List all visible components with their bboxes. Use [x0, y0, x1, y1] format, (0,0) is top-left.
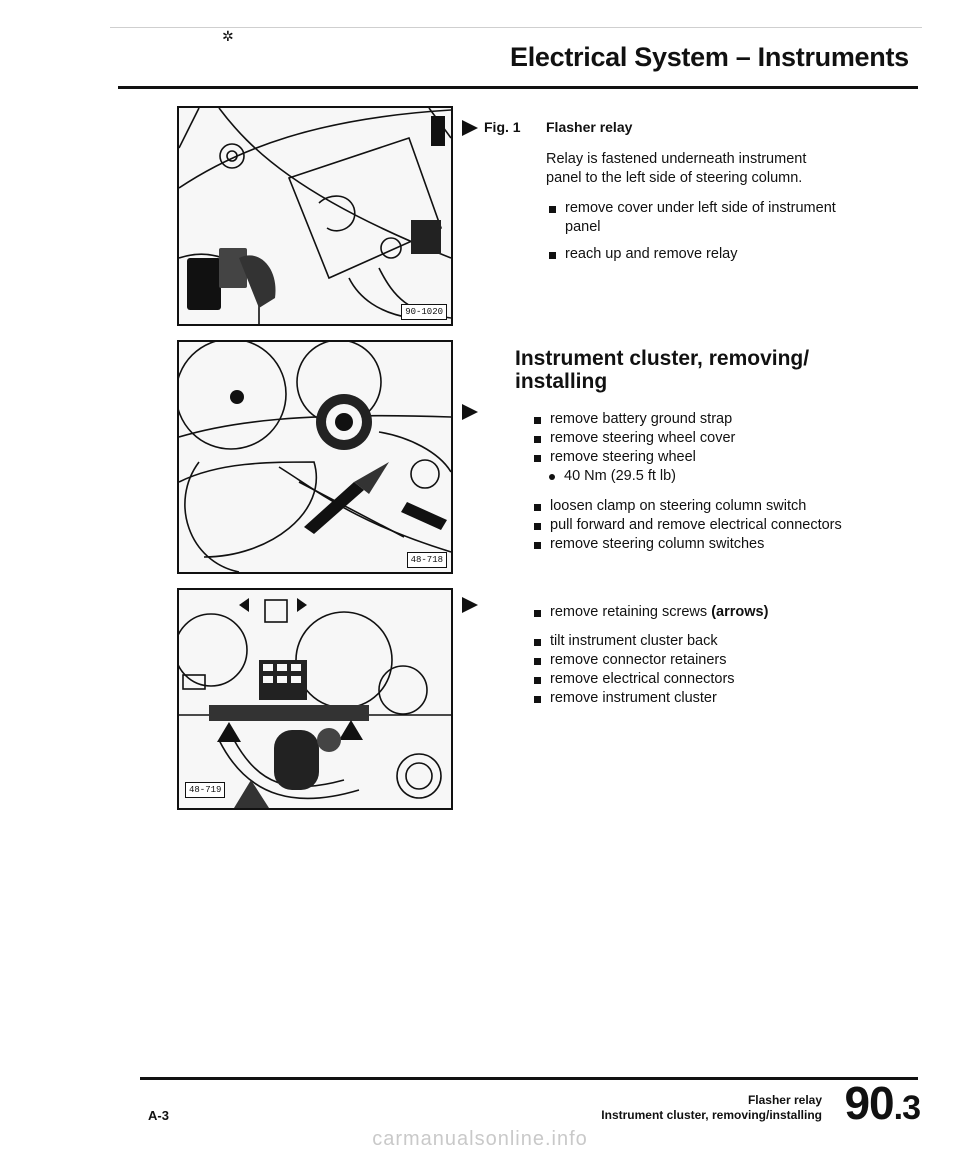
footer-section-code: A-3: [148, 1108, 169, 1123]
steps-list: [546, 245, 866, 264]
page-title: Electrical System – Instruments: [510, 42, 909, 72]
step-item: remove electrical connectors: [531, 670, 891, 689]
step-item: remove steering column switches: [531, 535, 891, 554]
page-number-major: 90: [844, 1077, 894, 1129]
bottom-rule: [140, 1077, 918, 1080]
pointer-arrow-icon: [462, 404, 478, 420]
step-item: remove instrument cluster: [531, 689, 891, 708]
step-item: loosen clamp on steering column switch: [531, 497, 891, 516]
top-rule: [118, 86, 918, 89]
arrows-note: (arrows): [711, 604, 769, 620]
figure-label: Fig. 1: [484, 119, 521, 135]
step-item: pull forward and remove electrical connectors: [531, 516, 891, 535]
intro-text: [546, 150, 886, 188]
steps-list: [531, 497, 891, 554]
steps-list: [531, 410, 881, 486]
pointer-arrow-icon: [462, 120, 478, 136]
steps-list: [531, 632, 891, 708]
figure-steering-column: [177, 340, 453, 574]
page-number-minor: .3: [893, 1089, 920, 1127]
step-item: remove steering wheel: [531, 448, 881, 467]
page-number: [844, 1076, 920, 1130]
figure-flasher-relay: [177, 106, 453, 326]
section-heading: [515, 347, 809, 393]
figure-tag: 90-1020: [401, 304, 447, 320]
watermark: carmanualsonline.info: [372, 1128, 588, 1150]
step-item: remove cover under left side of instrument panel: [546, 199, 866, 237]
footer-topic-1: Flasher relay: [747, 1093, 822, 1107]
step-item: remove connector retainers: [531, 651, 891, 670]
figure-instrument-cluster-drawing: [179, 590, 451, 808]
pointer-arrow-icon: [462, 597, 478, 613]
step-item: remove battery ground strap: [531, 410, 881, 429]
steps-list: [546, 199, 866, 237]
footer-topic-2: Instrument cluster, removing/installing: [601, 1108, 822, 1122]
figure-flasher-relay-drawing: [179, 108, 451, 324]
figure-tag: 48-718: [407, 552, 447, 568]
figure-steering-column-drawing: [179, 342, 451, 572]
intro-line: panel to the left side of steering column.: [546, 170, 803, 186]
intro-line: Relay is fastened underneath instrument: [546, 151, 807, 167]
step-item: remove steering wheel cover: [531, 429, 881, 448]
step-item: [531, 603, 891, 622]
heading-line: Instrument cluster, removing/: [515, 347, 810, 370]
step-item: tilt instrument cluster back: [531, 632, 891, 651]
section-heading: Flasher relay: [546, 119, 633, 135]
step-text: remove retaining screws: [550, 604, 708, 620]
figure-tag: 48-719: [185, 782, 225, 798]
heading-line: installing: [515, 370, 608, 393]
torque-spec: 40 Nm (29.5 ft lb): [545, 467, 881, 486]
steps-list: [531, 603, 891, 622]
figure-instrument-cluster: [177, 588, 453, 810]
logo-mark: ✲: [222, 28, 234, 44]
step-item: reach up and remove relay: [546, 245, 866, 264]
